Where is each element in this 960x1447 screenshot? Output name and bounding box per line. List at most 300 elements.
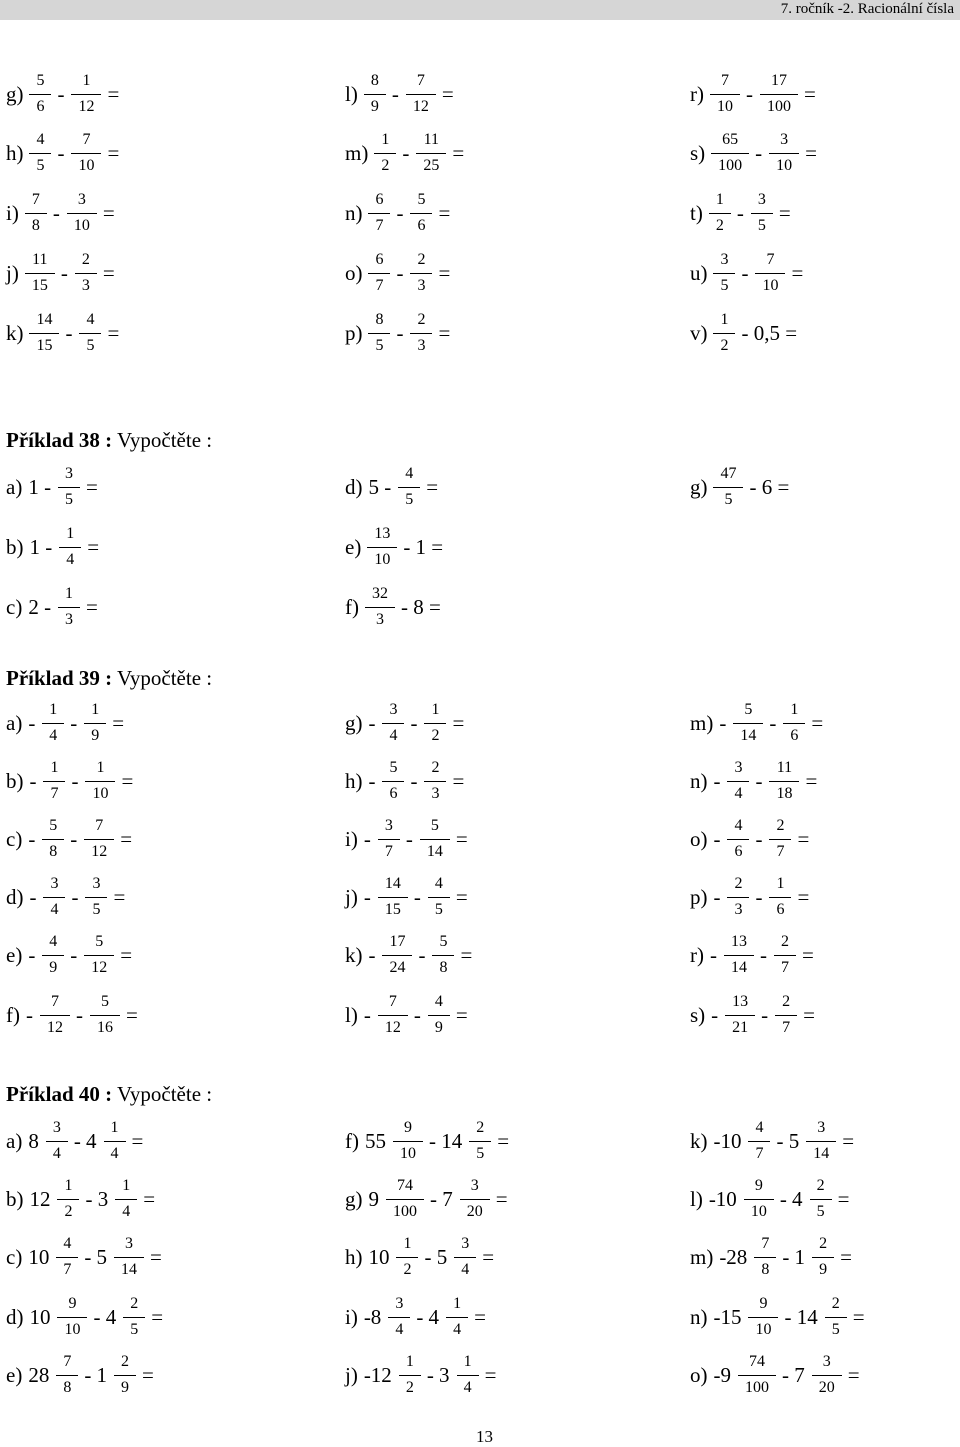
exercise-label: d) (345, 475, 363, 499)
fraction-bar (416, 153, 446, 154)
exercise-label: u) (690, 261, 708, 285)
fraction-numerator: 47 (720, 465, 737, 482)
expression-text: - 7 (781, 1363, 805, 1387)
fraction-numerator: 3 (389, 701, 398, 718)
exercise-label: c) (6, 827, 23, 851)
expression-text: = (842, 1129, 855, 1153)
fraction-numerator: 1 (720, 311, 729, 328)
fraction-bar (754, 1257, 776, 1258)
fraction-bar (25, 213, 47, 214)
fraction-numerator: 4 (755, 1119, 764, 1136)
fraction-denominator: 3 (417, 277, 426, 294)
fraction-bar (388, 1317, 410, 1318)
exercise-label: i) (345, 827, 358, 851)
expression-text: - (396, 261, 404, 285)
fraction-numerator: 7 (95, 817, 104, 834)
expression-text: - 5 (424, 1245, 448, 1269)
expression-text: = (150, 1245, 162, 1269)
fraction-numerator: 65 (722, 131, 739, 148)
fraction-denominator: 2 (403, 1261, 412, 1278)
fraction-bar (806, 1141, 836, 1142)
fraction-bar (727, 839, 749, 840)
expression-text: = (840, 1245, 852, 1269)
fraction-bar (378, 1015, 408, 1016)
fraction-bar (396, 1257, 418, 1258)
fraction-bar (725, 1015, 755, 1016)
fraction-numerator: 3 (52, 1119, 61, 1136)
expression-text: - 3 (426, 1363, 450, 1387)
expression-text: - (741, 261, 749, 285)
fraction-bar (42, 839, 64, 840)
fraction-bar (424, 723, 446, 724)
expression-text: = (113, 885, 126, 909)
expression-text: - 4 (73, 1129, 97, 1153)
fraction-numerator: 13 (374, 525, 391, 542)
fraction-bar (43, 897, 65, 898)
expression-text: - (396, 321, 404, 345)
fraction-bar (393, 1141, 423, 1142)
fraction-denominator: 10 (716, 98, 733, 115)
exercise-label: l) (690, 1187, 703, 1211)
fraction-numerator: 2 (417, 311, 426, 328)
fraction-numerator: 1 (65, 585, 74, 602)
fraction-bar (378, 839, 400, 840)
fraction-numerator: 2 (819, 1235, 828, 1252)
exercise-label: o) (345, 261, 363, 285)
fraction-numerator: 1 (381, 131, 390, 148)
fraction-bar (454, 1257, 476, 1258)
fraction-denominator: 14 (730, 959, 747, 976)
expression-text: = (426, 475, 439, 499)
exercise-label: g) (6, 82, 24, 106)
exercise-label: l) (345, 82, 358, 106)
expression-text: -9 (713, 1363, 731, 1387)
header-band (0, 0, 960, 20)
section-title-instruction: Vypočtěte : (112, 1082, 213, 1106)
exercise-label: k) (6, 321, 24, 345)
fraction-bar (42, 723, 64, 724)
expression-text: - (25, 1003, 33, 1027)
exercise-label: s) (690, 1003, 706, 1027)
expression-text: - (29, 769, 37, 793)
expression-text: - 1 (782, 1245, 806, 1269)
fraction-denominator: 20 (818, 1379, 835, 1396)
fraction-numerator: 2 (780, 933, 789, 950)
fraction-denominator: 7 (50, 785, 59, 802)
fraction-bar (364, 94, 386, 95)
fraction-numerator: 5 (430, 817, 439, 834)
fraction-bar (711, 153, 749, 154)
fraction-denominator: 10 (78, 157, 95, 174)
exercise-label: e) (345, 535, 362, 559)
fraction-numerator: 5 (49, 817, 58, 834)
expression-text: - (28, 943, 36, 967)
exercise-label: h) (345, 769, 363, 793)
fraction-numerator: 6 (375, 251, 384, 268)
expression-text: -28 (719, 1245, 748, 1269)
fraction-denominator: 4 (461, 1261, 470, 1278)
fraction-numerator: 6 (375, 191, 384, 208)
fraction-denominator: 10 (399, 1145, 416, 1162)
expression-text: = (87, 535, 100, 559)
exercise-label: b) (6, 535, 24, 559)
exercise-label: p) (345, 321, 363, 345)
expression-text: - (391, 82, 399, 106)
section-title-bold: Příklad 38 : (6, 428, 113, 452)
expression-text: - (70, 827, 78, 851)
expression-text: - (57, 82, 65, 106)
expression-text: - (413, 885, 421, 909)
expression-text: -8 (363, 1305, 382, 1329)
expression-text: = (131, 1129, 144, 1153)
fraction-numerator: 14 (36, 311, 53, 328)
fraction-numerator: 7 (31, 191, 40, 208)
fraction-bar (727, 897, 749, 898)
expression-text: = (452, 711, 465, 735)
fraction-denominator: 9 (819, 1261, 828, 1278)
fraction-denominator: 100 (392, 1203, 417, 1220)
fraction-bar (769, 839, 791, 840)
fraction-numerator: 4 (36, 131, 45, 148)
exercise-label: o) (690, 1363, 708, 1387)
fraction-denominator: 5 (476, 1145, 485, 1162)
fraction-numerator: 74 (748, 1353, 765, 1370)
fraction-denominator: 15 (36, 337, 53, 354)
expression-text: - (755, 141, 763, 165)
exercise-label: m) (345, 141, 369, 165)
fraction-bar (769, 897, 791, 898)
fraction-numerator: 7 (766, 251, 775, 268)
fraction-denominator: 5 (65, 491, 74, 508)
expression-text: - 5 (84, 1245, 108, 1269)
fraction-denominator: 4 (122, 1203, 131, 1220)
expression-text: - (410, 711, 418, 735)
expression-text: = (107, 321, 120, 345)
expression-text: = (86, 475, 98, 499)
fraction-numerator: 3 (780, 131, 789, 148)
fraction-denominator: 3 (431, 785, 440, 802)
expression-text: - (368, 943, 376, 967)
expression-text: - (71, 769, 79, 793)
fraction-denominator: 3 (81, 277, 90, 294)
exercise-label: g) (345, 711, 363, 735)
fraction-denominator: 2 (381, 157, 390, 174)
expression-text: - (402, 141, 410, 165)
fraction-numerator: 9 (759, 1295, 768, 1312)
fraction-bar (56, 1375, 78, 1376)
page-number: 13 (476, 1427, 493, 1446)
section-title-bold: Příklad 39 : (6, 666, 113, 690)
fraction-numerator: 3 (384, 817, 393, 834)
fraction-numerator: 5 (439, 933, 448, 950)
fraction-denominator: 5 (831, 1321, 840, 1338)
fraction-denominator: 20 (466, 1203, 483, 1220)
fraction-bar (75, 273, 97, 274)
exercise-label: a) (6, 475, 23, 499)
expression-text: - 14 (428, 1129, 463, 1153)
expression-text: = (852, 1305, 865, 1329)
fraction-bar (724, 955, 754, 956)
fraction-numerator: 4 (49, 933, 58, 950)
fraction-denominator: 10 (750, 1203, 767, 1220)
fraction-bar (713, 487, 743, 488)
expression-text: = (121, 769, 134, 793)
exercise-label: f) (6, 1003, 20, 1027)
expression-text: = (143, 1187, 156, 1211)
fraction-denominator: 7 (375, 217, 384, 234)
fraction-denominator: 4 (734, 785, 743, 802)
expression-text: - (736, 201, 744, 225)
fraction-numerator: 13 (730, 933, 747, 950)
fraction-numerator: 7 (63, 1353, 72, 1370)
exercise-label: j) (345, 885, 358, 909)
exercise-label: b) (6, 1187, 24, 1211)
fraction-numerator: 4 (63, 1235, 72, 1252)
fraction-denominator: 12 (91, 843, 108, 860)
expression-text: - (70, 711, 78, 735)
expression-text: - 4 (93, 1305, 117, 1329)
fraction-bar (114, 1375, 136, 1376)
expression-text: = (441, 82, 454, 106)
expression-text: 9 (368, 1187, 379, 1211)
expression-text: = (791, 261, 804, 285)
expression-text: = (805, 769, 818, 793)
fraction-bar (43, 781, 65, 782)
expression-text: - (761, 1003, 769, 1027)
expression-text: - (709, 943, 717, 967)
fraction-bar (769, 781, 799, 782)
expression-text: = (797, 827, 810, 851)
fraction-bar (71, 94, 101, 95)
fraction-denominator: 14 (426, 843, 443, 860)
fraction-denominator: 4 (52, 1145, 61, 1162)
fraction-numerator: 4 (434, 875, 443, 892)
fraction-bar (420, 839, 450, 840)
fraction-numerator: 2 (81, 251, 90, 268)
fraction-bar (365, 607, 395, 608)
exercise-label: d) (6, 885, 24, 909)
expression-text: = (495, 1187, 508, 1211)
fraction-numerator: 1 (715, 191, 724, 208)
fraction-numerator: 1 (453, 1295, 462, 1312)
fraction-bar (382, 723, 404, 724)
expression-text: = (120, 943, 133, 967)
expression-text: 10 (368, 1245, 390, 1269)
fraction-bar (460, 1199, 490, 1200)
fraction-numerator: 3 (734, 759, 743, 776)
expression-text: 12 (29, 1187, 51, 1211)
fraction-bar (428, 897, 450, 898)
section-title (6, 1082, 212, 1107)
expression-text: = (474, 1305, 486, 1329)
fraction-bar (751, 213, 773, 214)
fraction-denominator: 7 (63, 1261, 72, 1278)
expression-text: 10 (28, 1245, 50, 1269)
expression-text: = (778, 201, 791, 225)
fraction-denominator: 9 (370, 98, 379, 115)
expression-text: - (28, 711, 36, 735)
exercise-label: c) (6, 1245, 23, 1269)
fraction-denominator: 15 (31, 277, 48, 294)
fraction-numerator: 1 (790, 701, 799, 718)
fraction-numerator: 74 (396, 1177, 413, 1194)
expression-text: - (769, 711, 777, 735)
exercise-label: a) (6, 711, 23, 735)
expression-text: - (363, 1003, 371, 1027)
fraction-numerator: 3 (50, 875, 59, 892)
fraction-denominator: 25 (423, 157, 440, 174)
fraction-denominator: 14 (121, 1261, 138, 1278)
fraction-bar (775, 1015, 797, 1016)
fraction-denominator: 10 (776, 157, 793, 174)
fraction-denominator: 100 (766, 98, 791, 115)
fraction-bar (71, 153, 101, 154)
fraction-bar (40, 1015, 70, 1016)
fraction-numerator: 1 (49, 701, 58, 718)
fraction-numerator: 3 (395, 1295, 404, 1312)
fraction-denominator: 9 (49, 959, 58, 976)
fraction-bar (114, 1257, 144, 1258)
fraction-numerator: 5 (36, 72, 45, 89)
fraction-numerator: 1 (122, 1177, 131, 1194)
fraction-bar (812, 1375, 842, 1376)
exercise-label: r) (690, 943, 704, 967)
fraction-denominator: 6 (36, 98, 45, 115)
fraction-bar (748, 1317, 778, 1318)
fraction-denominator: 5 (757, 217, 766, 234)
fraction-denominator: 2 (405, 1379, 414, 1396)
fraction-denominator: 5 (36, 157, 45, 174)
exercise-label: o) (690, 827, 708, 851)
fraction-numerator: 2 (816, 1177, 825, 1194)
fraction-bar (810, 1199, 832, 1200)
fraction-bar (399, 1375, 421, 1376)
exercise-label: h) (345, 1245, 363, 1269)
expression-text: - (60, 261, 68, 285)
fraction-bar (25, 273, 55, 274)
expression-text: - (719, 711, 727, 735)
exercise-label: r) (690, 82, 704, 106)
fraction-denominator: 3 (417, 337, 426, 354)
expression-text: - (418, 943, 426, 967)
expression-text: - 3 (85, 1187, 109, 1211)
expression-text: 8 (28, 1129, 39, 1153)
fraction-numerator: 7 (761, 1235, 770, 1252)
fraction-denominator: 14 (813, 1145, 830, 1162)
fraction-denominator: 3 (375, 611, 384, 628)
fraction-numerator: 7 (388, 993, 397, 1010)
fraction-numerator: 5 (744, 701, 753, 718)
expression-text: - (711, 1003, 719, 1027)
fraction-denominator: 2 (431, 727, 440, 744)
fraction-numerator: 1 (64, 1177, 73, 1194)
fraction-denominator: 7 (384, 843, 393, 860)
expression-text: - (52, 201, 60, 225)
fraction-denominator: 12 (384, 1019, 401, 1036)
fraction-numerator: 9 (68, 1295, 77, 1312)
fraction-denominator: 8 (761, 1261, 770, 1278)
fraction-numerator: 2 (417, 251, 426, 268)
fraction-bar (812, 1257, 834, 1258)
fraction-denominator: 10 (92, 785, 109, 802)
fraction-numerator: 3 (720, 251, 729, 268)
expression-text: - (713, 827, 721, 851)
fraction-bar (56, 1257, 78, 1258)
fraction-numerator: 8 (370, 72, 379, 89)
fraction-denominator: 6 (417, 217, 426, 234)
fraction-numerator: 32 (371, 585, 388, 602)
expression-text: - (70, 943, 78, 967)
expression-text: 1 - (28, 475, 52, 499)
fraction-bar (104, 1141, 126, 1142)
fraction-bar (46, 1141, 68, 1142)
expression-text: = (142, 1363, 154, 1387)
fraction-denominator: 10 (762, 277, 779, 294)
expression-text: = (460, 943, 473, 967)
fraction-denominator: 12 (46, 1019, 63, 1036)
exercise-label: k) (690, 1129, 708, 1153)
exercise-label: e) (6, 1363, 23, 1387)
fraction-bar (774, 955, 796, 956)
fraction-bar (755, 273, 785, 274)
expression-text: 5 - (368, 475, 392, 499)
fraction-numerator: 2 (476, 1119, 485, 1136)
fraction-bar (424, 781, 446, 782)
fraction-bar (469, 1141, 491, 1142)
fraction-denominator: 4 (66, 551, 75, 568)
expression-text: = (455, 827, 468, 851)
fraction-bar (727, 781, 749, 782)
fraction-denominator: 100 (744, 1379, 769, 1396)
expression-text: = (102, 261, 115, 285)
fraction-denominator: 4 (50, 901, 59, 918)
fraction-denominator: 6 (734, 843, 743, 860)
expression-text: - (29, 885, 37, 909)
expression-text: - (363, 827, 371, 851)
fraction-bar (368, 333, 390, 334)
fraction-numerator: 3 (65, 465, 74, 482)
expression-text: - (368, 711, 376, 735)
fraction-numerator: 8 (375, 311, 384, 328)
fraction-denominator: 9 (121, 1379, 130, 1396)
expression-text: 2 - (28, 595, 52, 619)
expression-text: - (410, 769, 418, 793)
section-title-bold: Příklad 40 : (6, 1082, 113, 1106)
expression-text: = (125, 1003, 138, 1027)
fraction-bar (738, 1375, 776, 1376)
fraction-denominator: 5 (434, 901, 443, 918)
fraction-bar (410, 333, 432, 334)
fraction-bar (115, 1199, 137, 1200)
expression-text: = (455, 885, 468, 909)
expression-text: = (801, 943, 814, 967)
fraction-numerator: 4 (734, 817, 743, 834)
fraction-denominator: 5 (86, 337, 95, 354)
exercise-label: n) (690, 769, 708, 793)
expression-text: -10 (713, 1129, 742, 1153)
fraction-numerator: 9 (754, 1177, 763, 1194)
expression-text: = (837, 1187, 850, 1211)
expression-text: - 14 (784, 1305, 818, 1329)
fraction-numerator: 1 (405, 1353, 414, 1370)
fraction-denominator: 8 (63, 1379, 72, 1396)
exercise-label: j) (345, 1363, 358, 1387)
fraction-denominator: 5 (720, 277, 729, 294)
fraction-bar (29, 333, 59, 334)
fraction-numerator: 1 (110, 1119, 119, 1136)
fraction-bar (428, 1015, 450, 1016)
fraction-denominator: 7 (776, 843, 785, 860)
